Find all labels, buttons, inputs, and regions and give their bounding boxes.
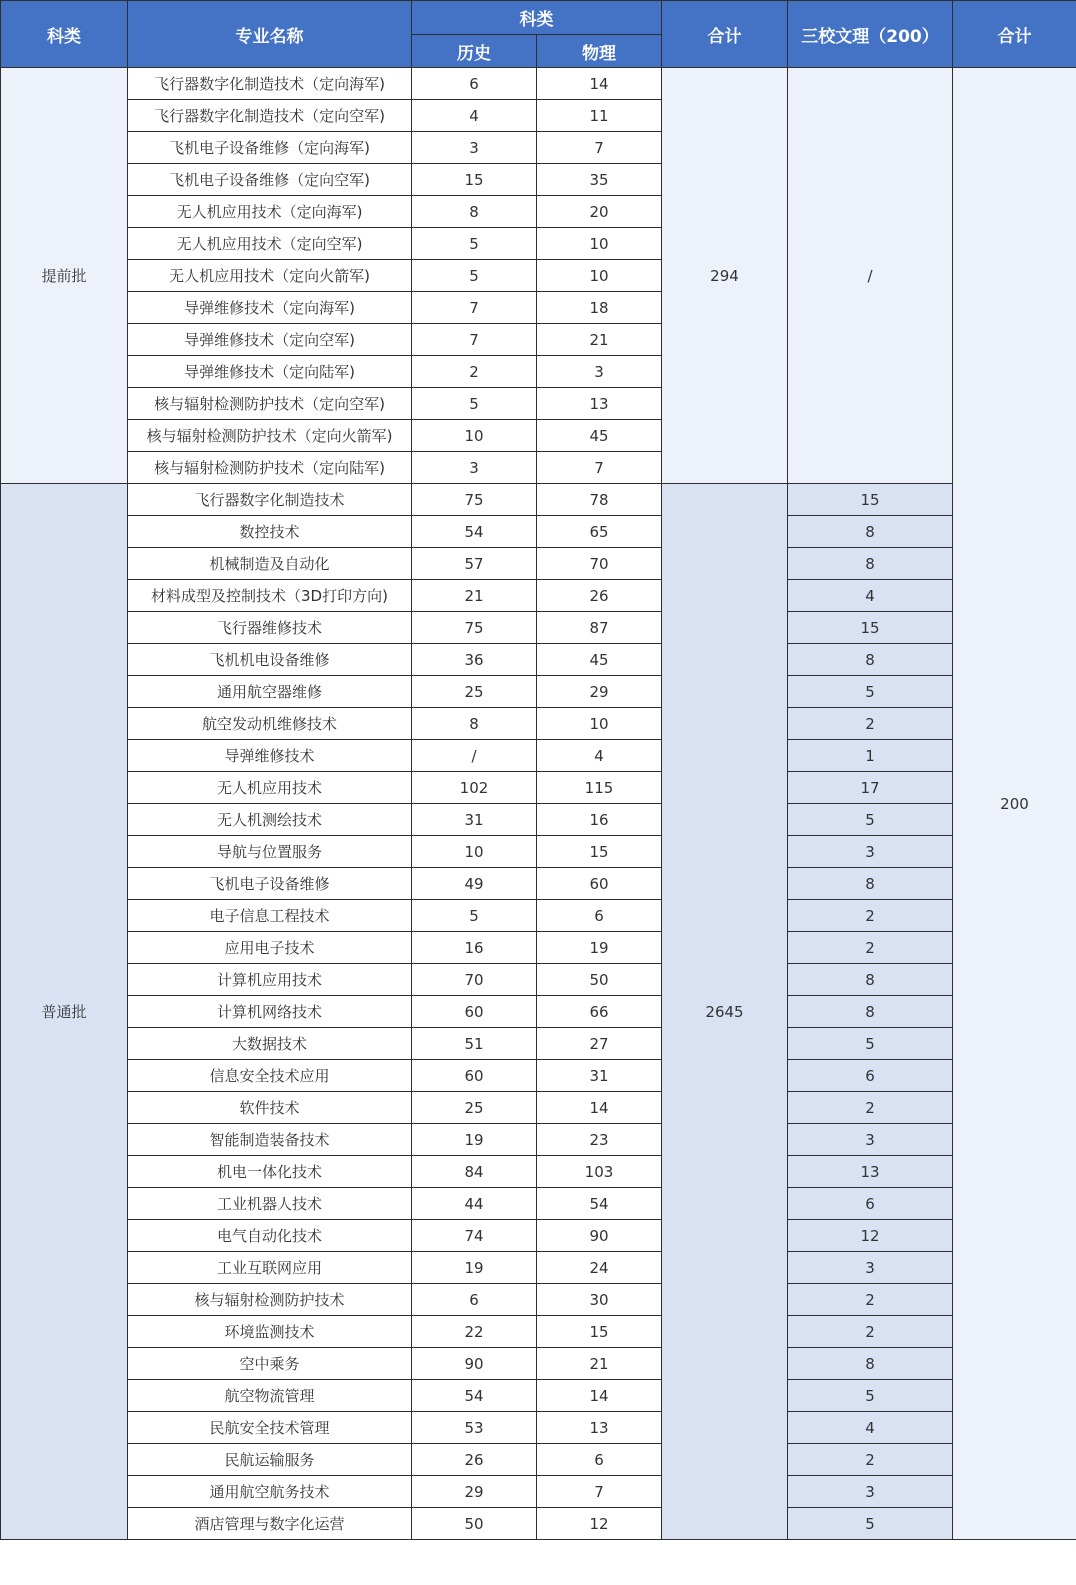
table-row (1, 1284, 1076, 1316)
major-cell: 民航运输服务 (128, 1444, 412, 1476)
three-school-cell: 3 (788, 1476, 953, 1508)
physics-cell: 4 (537, 740, 662, 772)
major-cell: 无人机应用技术（定向空军) (128, 228, 412, 260)
table-row (1, 1508, 1076, 1540)
physics-cell: 60 (537, 868, 662, 900)
history-cell: 44 (412, 1188, 537, 1220)
three-school-cell: 2 (788, 1444, 953, 1476)
table-row (1, 836, 1076, 868)
table-row (1, 676, 1076, 708)
major-cell: 飞机电子设备维修（定向海军) (128, 132, 412, 164)
three-school-cell: 2 (788, 932, 953, 964)
three-school-cell: 4 (788, 1412, 953, 1444)
physics-cell: 66 (537, 996, 662, 1028)
physics-cell: 10 (537, 228, 662, 260)
history-cell: 36 (412, 644, 537, 676)
history-cell: 84 (412, 1156, 537, 1188)
history-cell: 5 (412, 228, 537, 260)
three-school-cell: 2 (788, 1092, 953, 1124)
physics-cell: 21 (537, 324, 662, 356)
major-cell: 飞行器数字化制造技术（定向海军) (128, 68, 412, 100)
major-cell: 机电一体化技术 (128, 1156, 412, 1188)
physics-cell: 7 (537, 1476, 662, 1508)
physics-cell: 14 (537, 68, 662, 100)
major-cell: 导弹维修技术（定向海军) (128, 292, 412, 324)
table-row (1, 1092, 1076, 1124)
table-row (1, 580, 1076, 612)
table-body (1, 68, 1076, 1540)
physics-cell: 30 (537, 1284, 662, 1316)
history-cell: 5 (412, 260, 537, 292)
physics-cell: 13 (537, 388, 662, 420)
three-school-cell: 6 (788, 1060, 953, 1092)
table-row (1, 1348, 1076, 1380)
physics-cell: 6 (537, 1444, 662, 1476)
three-school-cell: 2 (788, 1316, 953, 1348)
major-cell: 计算机应用技术 (128, 964, 412, 996)
three-school-cell: 1 (788, 740, 953, 772)
major-cell: 飞行器维修技术 (128, 612, 412, 644)
three-school-cell: 5 (788, 1028, 953, 1060)
major-cell: 智能制造装备技术 (128, 1124, 412, 1156)
physics-cell: 21 (537, 1348, 662, 1380)
header-category: 科类 (1, 1, 128, 68)
history-cell: 25 (412, 1092, 537, 1124)
major-cell: 数控技术 (128, 516, 412, 548)
table-row (1, 1060, 1076, 1092)
major-cell: 核与辐射检测防护技术（定向陆军) (128, 452, 412, 484)
three-school-cell: 3 (788, 1124, 953, 1156)
history-cell: 57 (412, 548, 537, 580)
physics-cell: 20 (537, 196, 662, 228)
history-cell: 31 (412, 804, 537, 836)
physics-cell: 13 (537, 1412, 662, 1444)
history-cell: 54 (412, 1380, 537, 1412)
table-row (1, 932, 1076, 964)
history-cell: 54 (412, 516, 537, 548)
history-cell: 49 (412, 868, 537, 900)
major-cell: 无人机应用技术 (128, 772, 412, 804)
history-cell: 50 (412, 1508, 537, 1540)
grand-total-cell: 200 (953, 68, 1076, 1540)
physics-cell: 23 (537, 1124, 662, 1156)
major-cell: 应用电子技术 (128, 932, 412, 964)
three-school-cell: 8 (788, 868, 953, 900)
table-row (1, 1028, 1076, 1060)
three-school-cell: 8 (788, 516, 953, 548)
major-cell: 工业互联网应用 (128, 1252, 412, 1284)
three-school-cell: 5 (788, 1380, 953, 1412)
history-cell: 22 (412, 1316, 537, 1348)
major-cell: 飞行器数字化制造技术 (128, 484, 412, 516)
header-major: 专业名称 (128, 1, 412, 68)
table-row (1, 1188, 1076, 1220)
three-school-cell: 5 (788, 804, 953, 836)
physics-cell: 31 (537, 1060, 662, 1092)
history-cell: 74 (412, 1220, 537, 1252)
history-cell: 60 (412, 996, 537, 1028)
header-physics: 物理 (537, 35, 662, 68)
three-school-cell: 8 (788, 996, 953, 1028)
physics-cell: 87 (537, 612, 662, 644)
physics-cell: 15 (537, 836, 662, 868)
history-cell: 5 (412, 900, 537, 932)
major-cell: 无人机应用技术（定向海军) (128, 196, 412, 228)
history-cell: 21 (412, 580, 537, 612)
physics-cell: 78 (537, 484, 662, 516)
history-cell: 29 (412, 1476, 537, 1508)
table-row (1, 644, 1076, 676)
major-cell: 通用航空器维修 (128, 676, 412, 708)
three-school-cell: 8 (788, 644, 953, 676)
major-cell: 核与辐射检测防护技术（定向火箭军) (128, 420, 412, 452)
physics-cell: 65 (537, 516, 662, 548)
major-cell: 大数据技术 (128, 1028, 412, 1060)
major-cell: 核与辐射检测防护技术 (128, 1284, 412, 1316)
history-cell: 102 (412, 772, 537, 804)
physics-cell: 103 (537, 1156, 662, 1188)
major-cell: 软件技术 (128, 1092, 412, 1124)
major-cell: 环境监测技术 (128, 1316, 412, 1348)
header-subject-group: 科类 (412, 1, 662, 35)
major-cell: 导航与位置服务 (128, 836, 412, 868)
physics-cell: 45 (537, 420, 662, 452)
history-cell: 6 (412, 68, 537, 100)
physics-cell: 19 (537, 932, 662, 964)
table-row (1, 1252, 1076, 1284)
physics-cell: 27 (537, 1028, 662, 1060)
header-total: 合计 (662, 1, 788, 68)
table-row (1, 964, 1076, 996)
physics-cell: 45 (537, 644, 662, 676)
major-cell: 材料成型及控制技术（3D打印方向) (128, 580, 412, 612)
three-school-cell: 3 (788, 1252, 953, 1284)
three-school-cell: 5 (788, 676, 953, 708)
table-row (1, 1220, 1076, 1252)
history-cell: 7 (412, 324, 537, 356)
major-cell: 电气自动化技术 (128, 1220, 412, 1252)
history-cell: / (412, 740, 537, 772)
header-three-school: 三校文理（200） (788, 1, 953, 68)
physics-cell: 3 (537, 356, 662, 388)
history-cell: 3 (412, 132, 537, 164)
history-cell: 75 (412, 612, 537, 644)
physics-cell: 50 (537, 964, 662, 996)
history-cell: 6 (412, 1284, 537, 1316)
major-cell: 无人机应用技术（定向火箭军) (128, 260, 412, 292)
physics-cell: 29 (537, 676, 662, 708)
physics-cell: 18 (537, 292, 662, 324)
history-cell: 10 (412, 836, 537, 868)
major-cell: 航空发动机维修技术 (128, 708, 412, 740)
major-cell: 计算机网络技术 (128, 996, 412, 1028)
history-cell: 3 (412, 452, 537, 484)
major-cell: 核与辐射检测防护技术（定向空军) (128, 388, 412, 420)
three-school-cell: 13 (788, 1156, 953, 1188)
history-cell: 16 (412, 932, 537, 964)
physics-cell: 7 (537, 132, 662, 164)
table-row (1, 484, 1076, 516)
major-cell: 飞机电子设备维修 (128, 868, 412, 900)
history-cell: 8 (412, 708, 537, 740)
major-cell: 飞行器数字化制造技术（定向空军) (128, 100, 412, 132)
table-row (1, 804, 1076, 836)
physics-cell: 12 (537, 1508, 662, 1540)
physics-cell: 7 (537, 452, 662, 484)
physics-cell: 90 (537, 1220, 662, 1252)
three-school-cell: 2 (788, 900, 953, 932)
major-cell: 工业机器人技术 (128, 1188, 412, 1220)
major-cell: 飞机机电设备维修 (128, 644, 412, 676)
major-cell: 空中乘务 (128, 1348, 412, 1380)
header-grand-total: 合计 (953, 1, 1076, 68)
category-cell: 提前批 (1, 68, 128, 484)
physics-cell: 54 (537, 1188, 662, 1220)
table-row (1, 612, 1076, 644)
physics-cell: 14 (537, 1092, 662, 1124)
table-row (1, 868, 1076, 900)
physics-cell: 24 (537, 1252, 662, 1284)
table-row (1, 900, 1076, 932)
three-school-cell: 6 (788, 1188, 953, 1220)
table-row (1, 1380, 1076, 1412)
three-school-cell: 5 (788, 1508, 953, 1540)
three-school-cell: 15 (788, 484, 953, 516)
major-cell: 导弹维修技术（定向空军) (128, 324, 412, 356)
major-cell: 导弹维修技术（定向陆军) (128, 356, 412, 388)
physics-cell: 115 (537, 772, 662, 804)
major-cell: 导弹维修技术 (128, 740, 412, 772)
history-cell: 19 (412, 1124, 537, 1156)
table-row (1, 548, 1076, 580)
physics-cell: 10 (537, 260, 662, 292)
major-cell: 酒店管理与数字化运营 (128, 1508, 412, 1540)
three-school-cell: 8 (788, 1348, 953, 1380)
history-cell: 26 (412, 1444, 537, 1476)
table-row (1, 1412, 1076, 1444)
history-cell: 4 (412, 100, 537, 132)
history-cell: 8 (412, 196, 537, 228)
history-cell: 15 (412, 164, 537, 196)
physics-cell: 11 (537, 100, 662, 132)
history-cell: 60 (412, 1060, 537, 1092)
physics-cell: 35 (537, 164, 662, 196)
three-school-cell: / (788, 68, 953, 484)
three-school-cell: 8 (788, 964, 953, 996)
major-cell: 民航安全技术管理 (128, 1412, 412, 1444)
history-cell: 2 (412, 356, 537, 388)
major-cell: 航空物流管理 (128, 1380, 412, 1412)
group-total-cell: 2645 (662, 484, 788, 1540)
three-school-cell: 3 (788, 836, 953, 868)
table-row (1, 1316, 1076, 1348)
header-history: 历史 (412, 35, 537, 68)
physics-cell: 16 (537, 804, 662, 836)
physics-cell: 14 (537, 1380, 662, 1412)
table-row (1, 708, 1076, 740)
three-school-cell: 17 (788, 772, 953, 804)
table-row (1, 996, 1076, 1028)
major-cell: 信息安全技术应用 (128, 1060, 412, 1092)
table-row (1, 1156, 1076, 1188)
history-cell: 25 (412, 676, 537, 708)
history-cell: 53 (412, 1412, 537, 1444)
major-cell: 飞机电子设备维修（定向空军) (128, 164, 412, 196)
major-cell: 无人机测绘技术 (128, 804, 412, 836)
three-school-cell: 8 (788, 548, 953, 580)
history-cell: 19 (412, 1252, 537, 1284)
history-cell: 70 (412, 964, 537, 996)
three-school-cell: 2 (788, 708, 953, 740)
history-cell: 7 (412, 292, 537, 324)
table-row (1, 1124, 1076, 1156)
three-school-cell: 2 (788, 1284, 953, 1316)
group-total-cell: 294 (662, 68, 788, 484)
major-cell: 机械制造及自动化 (128, 548, 412, 580)
major-cell: 通用航空航务技术 (128, 1476, 412, 1508)
table-row (1, 740, 1076, 772)
physics-cell: 70 (537, 548, 662, 580)
table-row (1, 68, 1076, 100)
category-cell: 普通批 (1, 484, 128, 1540)
table-row (1, 516, 1076, 548)
history-cell: 51 (412, 1028, 537, 1060)
physics-cell: 10 (537, 708, 662, 740)
major-cell: 电子信息工程技术 (128, 900, 412, 932)
history-cell: 75 (412, 484, 537, 516)
three-school-cell: 4 (788, 580, 953, 612)
three-school-cell: 12 (788, 1220, 953, 1252)
table-row (1, 772, 1076, 804)
physics-cell: 15 (537, 1316, 662, 1348)
history-cell: 90 (412, 1348, 537, 1380)
physics-cell: 26 (537, 580, 662, 612)
history-cell: 5 (412, 388, 537, 420)
table-row (1, 1476, 1076, 1508)
physics-cell: 6 (537, 900, 662, 932)
table-row (1, 1444, 1076, 1476)
history-cell: 10 (412, 420, 537, 452)
three-school-cell: 15 (788, 612, 953, 644)
